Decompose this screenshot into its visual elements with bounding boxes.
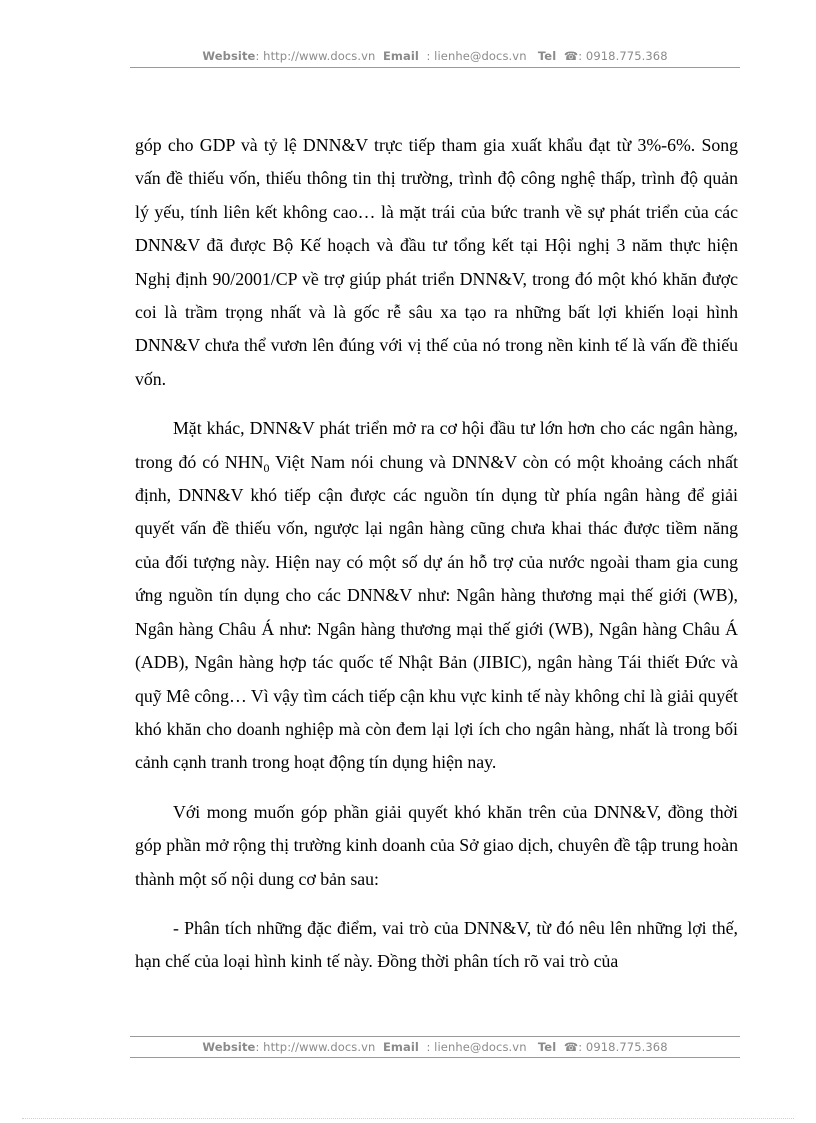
footer-website-label: Website [202, 1040, 256, 1054]
header-tel-number: : 0918.775.368 [578, 49, 668, 63]
footer-website-url[interactable]: : http://www.docs.vn [255, 1040, 376, 1054]
header-website-url[interactable]: : http://www.docs.vn [255, 49, 376, 63]
footer-email-address[interactable]: : lienhe@docs.vn [426, 1040, 527, 1054]
page-header [130, 49, 740, 63]
header-rule [130, 67, 740, 68]
page-bottom-dotted-line [22, 1118, 794, 1119]
header-tel-label: Tel [537, 49, 557, 63]
paragraph-2 [135, 412, 738, 779]
document-body [135, 129, 738, 995]
page-footer [130, 1040, 740, 1054]
paragraph-2-part-a: Mặt khác, DNN&V phát triển mở ra cơ hội đầu tư lớn hơn cho các ngân hàng, trong đó có NHN [135, 418, 738, 472]
paragraph-4: - Phân tích những đặc điểm, vai trò của DNN&V, từ đó nêu lên những lợi thế, hạn chế của loại hình kinh tế này. Đồng thời phân tích rõ vai trò của [135, 917, 738, 972]
footer-bottom-rule [130, 1057, 740, 1058]
header-website-label: Website [202, 49, 256, 63]
paragraph-2-part-b: Việt Nam nói chung và DNN&V còn có một khoảng cách nhất định, DNN&V khó tiếp cận được các nguồn tín dụng từ phía ngân hàng để giải quyết vấn đề thiếu vốn, ngược lại ngân hàng cũng chưa khai thác được tiềm năng của đối tượng này. Hiện nay có một số dự án hỗ trợ của nước ngoài tham gia cung ứng nguồn tín dụng cho các DNN&V như: Ngân hàng thương mại thế giới (WB), Ngân hàng Châu Á như: Ngân hàng thương mại thế giới (WB), Ngân hàng Châu Á (ADB), Ngân hàng hợp tác quốc tế Nhật Bản (JIBIC), ngân hàng Tái thiết Đức và quỹ Mê công… Vì vậy tìm cách tiếp cận khu vực kinh tế này không chỉ là giải quyết khó khăn cho doanh nghiệp mà còn đem lại lợi ích cho ngân hàng, nhất là trong bối cảnh cạnh tranh trong hoạt động tín dụng hiện nay. [135, 451, 738, 773]
paragraph-3: Với mong muốn góp phần giải quyết khó khăn trên của DNN&V, đồng thời góp phần mở rộng thị trường kinh doanh của Sở giao dịch, chuyên đề tập trung hoàn thành một số nội dung cơ bản sau: [135, 801, 738, 889]
footer-rule [130, 1036, 740, 1037]
header-email-label: Email [382, 49, 419, 63]
phone-icon: ☎ [563, 1040, 579, 1054]
paragraph-1: góp cho GDP và tỷ lệ DNN&V trực tiếp tham gia xuất khẩu đạt từ 3%-6%. Song vấn đề thiếu vốn, thiếu thông tin thị trường, trình độ công nghệ thấp, trình độ quản lý yếu, tính liên kết không cao… là mặt trái của bức tranh về sự phát triển của các DNN&V đã được Bộ Kế hoạch và đầu tư tổng kết tại Hội nghị 3 năm thực hiện Nghị định 90/2001/CP về trợ giúp phát triển DNN&V, trong đó một khó khăn được coi là trầm trọng nhất và là gốc rễ sâu xa tạo ra những bất lợi khiến loại hình DNN&V chưa thể vươn lên đúng với vị thế của nó trong nền kinh tế là vấn đề thiếu vốn. [135, 135, 738, 389]
footer-tel-number: : 0918.775.368 [578, 1040, 668, 1054]
footer-tel-label: Tel [537, 1040, 557, 1054]
subscript-zero: 0 [263, 460, 270, 475]
header-email-address[interactable]: : lienhe@docs.vn [426, 49, 527, 63]
phone-icon: ☎ [563, 49, 579, 63]
footer-email-label: Email [382, 1040, 419, 1054]
